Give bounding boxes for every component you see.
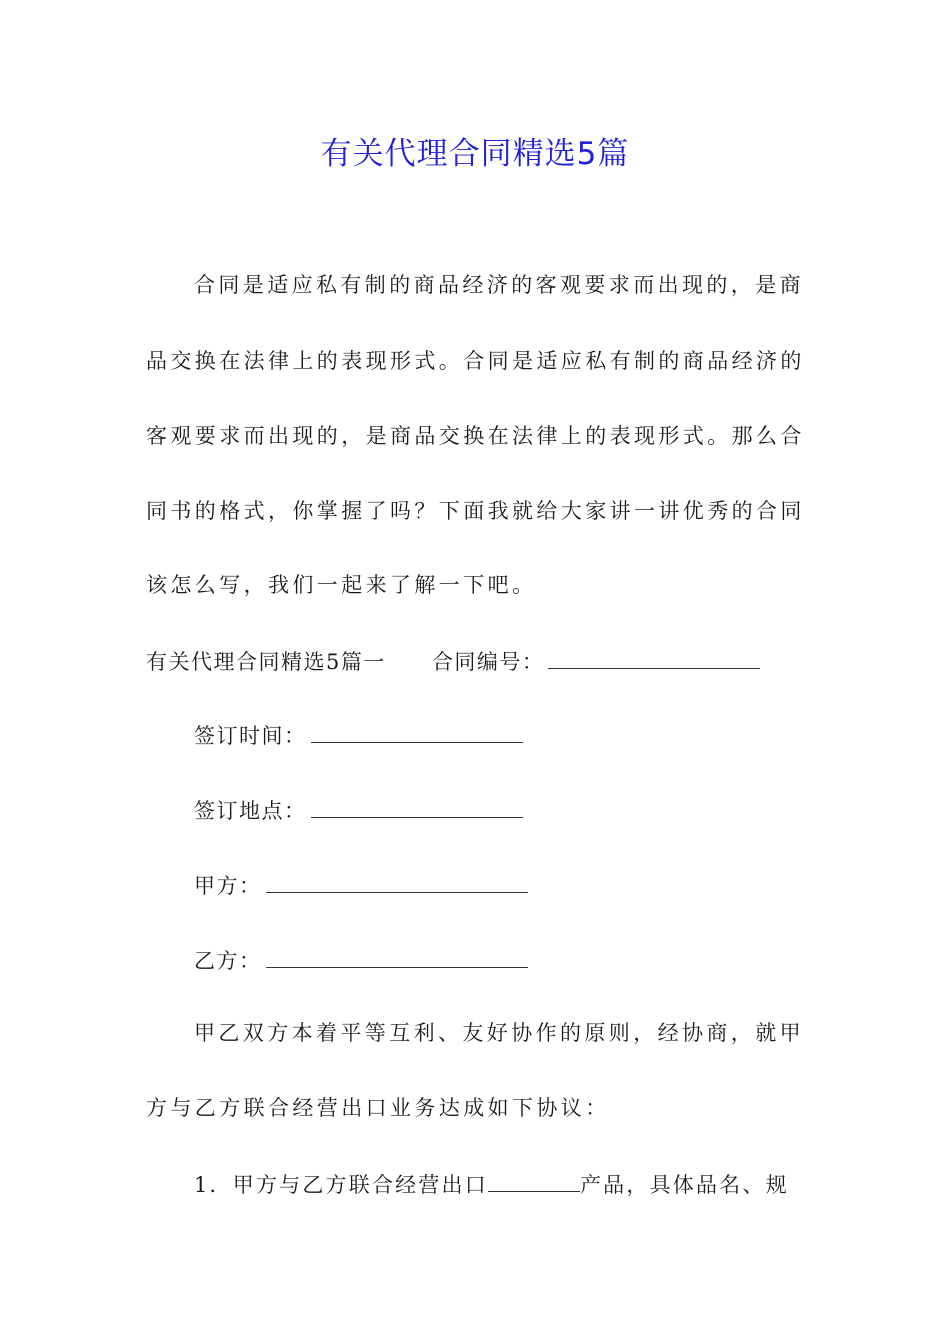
party-a-blank <box>266 870 528 893</box>
clause-1-suffix: 产品，具体品名、规 <box>579 1173 789 1197</box>
clause-1-row <box>194 1169 806 1199</box>
party-b-row <box>194 945 806 975</box>
intro-line-2: 品交换在法律上的表现形式。合同是适应私有制的商品经济的 <box>146 349 805 373</box>
body-line-2: 方与乙方联合经营出口业务达成如下协议： <box>146 1096 610 1120</box>
party-a-row <box>194 870 806 900</box>
clause-1-blank <box>488 1169 580 1192</box>
intro-line-1: 合同是适应私有制的商品经济的客观要求而出现的，是商 <box>194 273 804 297</box>
sign-time-blank <box>311 720 523 743</box>
sign-place-label: 签订地点： <box>194 799 307 823</box>
contract-no-blank <box>548 646 760 669</box>
contract-no-label: 合同编号： <box>431 650 545 674</box>
document-title: 有关代理合同精选5篇 <box>320 136 630 172</box>
intro-line-4: 同书的格式，你掌握了吗？下面我就给大家讲一讲优秀的合同 <box>146 499 805 523</box>
intro-line-5: 该怎么写，我们一起来了解一下吧。 <box>146 573 537 597</box>
sign-place-blank <box>311 795 523 818</box>
section-heading-row <box>146 646 806 676</box>
party-a-label: 甲方： <box>194 874 262 898</box>
sign-place-row <box>194 795 806 825</box>
party-b-blank <box>266 945 528 968</box>
clause-1-prefix: 1．甲方与乙方联合经营出口 <box>194 1173 488 1197</box>
sign-time-row <box>194 720 806 750</box>
intro-line-3: 客观要求而出现的，是商品交换在法律上的表现形式。那么合 <box>146 424 805 448</box>
body-line-1: 甲乙双方本着平等互利、友好协作的原则，经协商，就甲 <box>194 1021 804 1045</box>
section-heading: 有关代理合同精选5篇一 <box>146 650 386 674</box>
sign-time-label: 签订时间： <box>194 724 307 748</box>
party-b-label: 乙方： <box>194 949 262 973</box>
